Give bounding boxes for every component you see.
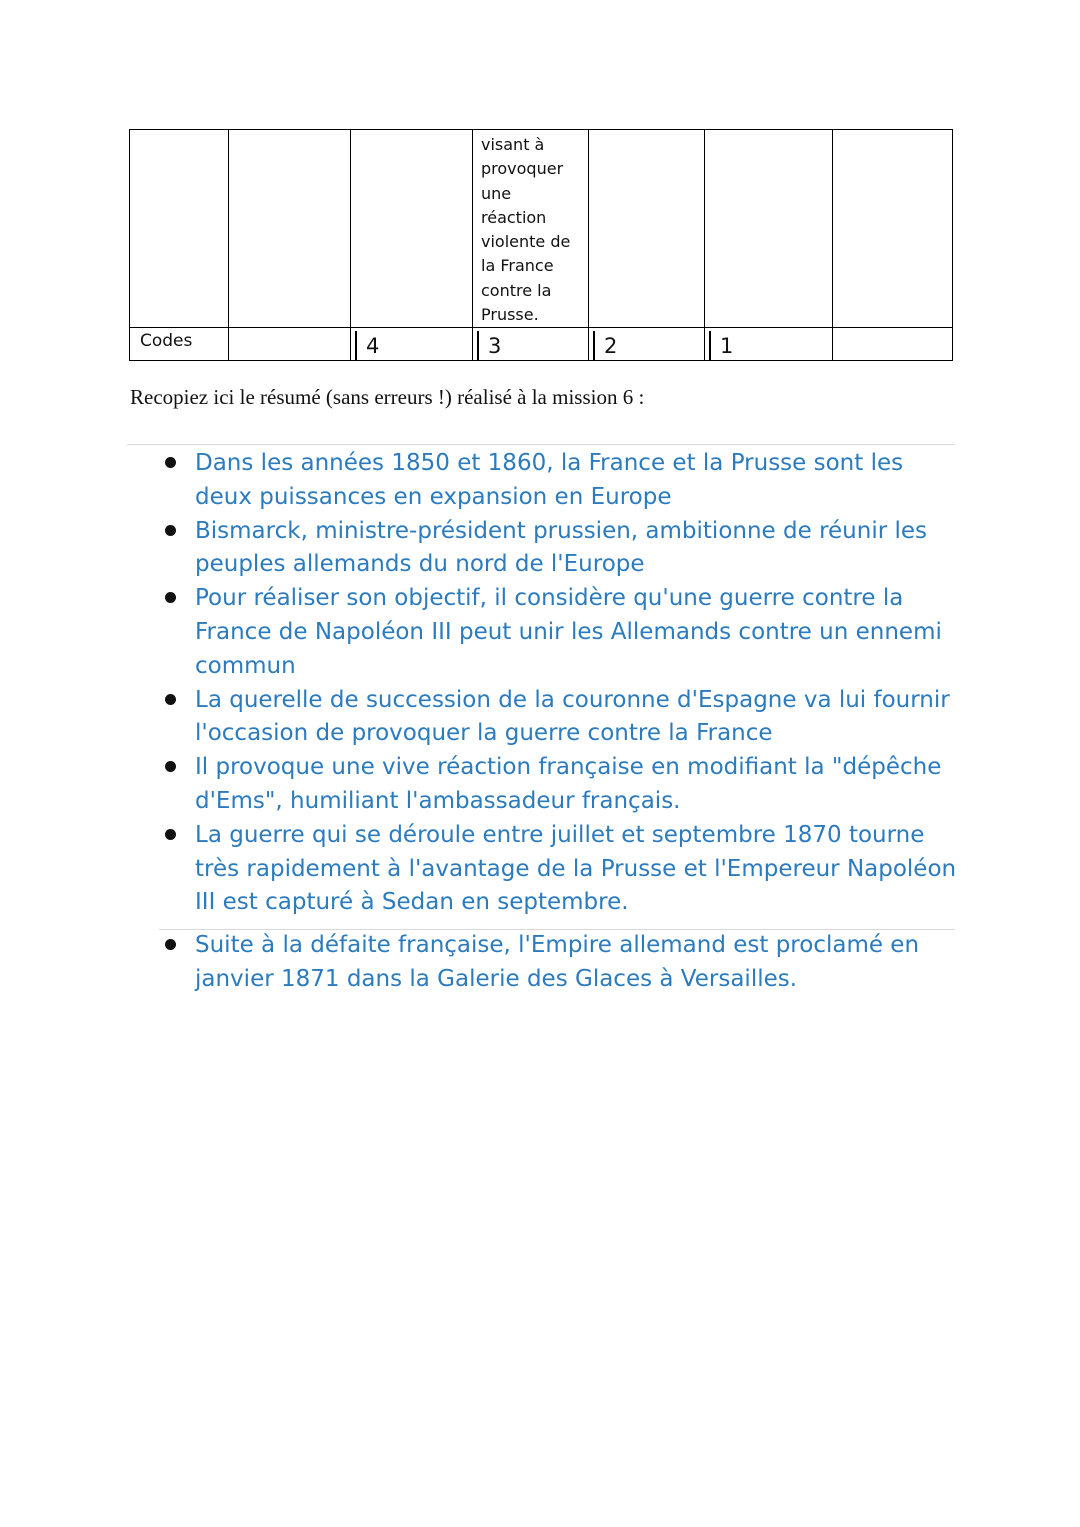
code-value: 3	[477, 331, 588, 360]
list-item	[160, 684, 960, 752]
codes-label: Codes	[140, 331, 193, 352]
table-cell	[833, 130, 953, 328]
table-cell	[229, 328, 351, 361]
list-item	[160, 929, 960, 997]
list-item-text: Pour réaliser son objectif, il considère qu'une guerre contre la France de Napoléon III peut unir les Allemands contre un ennemi commun	[195, 585, 942, 679]
list-item	[160, 515, 960, 583]
list-item	[160, 582, 960, 683]
list-item-text: Dans les années 1850 et 1860, la France et la Prusse sont les deux puissances en expansion en Europe	[195, 450, 904, 510]
table-cell	[589, 130, 705, 328]
table-cell	[229, 130, 351, 328]
code-value: 1	[709, 331, 832, 360]
bullet-icon	[165, 457, 176, 468]
summary-list	[160, 447, 960, 997]
table-row	[130, 130, 953, 328]
list-item-text: La guerre qui se déroule entre juillet et septembre 1870 tourne très rapidement à l'avantage de la Prusse et l'Empereur Napoléon III est capturé à Sedan en septembre.	[195, 821, 957, 916]
list-item-text: Il provoque une vive réaction française en modifiant la "dépêche d'Ems", humiliant l'ambassadeur français.	[195, 754, 942, 814]
table-cell	[351, 130, 473, 328]
bullet-icon	[165, 525, 176, 536]
table-cell	[589, 328, 705, 361]
table-cell	[130, 328, 229, 361]
cell-text: visant à provoquer une réaction violente de la France contre la Prusse.	[481, 135, 571, 325]
list-item	[160, 751, 960, 819]
code-value: 4	[355, 331, 472, 360]
table-cell	[351, 328, 473, 361]
code-value	[833, 328, 952, 329]
table-cell	[705, 328, 833, 361]
table-cell	[473, 328, 589, 361]
table-cell	[705, 130, 833, 328]
codes-table	[129, 129, 953, 361]
instruction-text: Recopiez ici le résumé (sans erreurs !) réalisé à la mission 6 :	[130, 385, 645, 409]
divider	[159, 929, 955, 930]
table-row-codes	[130, 328, 953, 361]
bullet-icon	[165, 592, 176, 603]
bullet-icon	[165, 694, 176, 705]
table-cell	[130, 130, 229, 328]
bullet-icon	[165, 939, 176, 950]
list-item-text: Bismarck, ministre-président prussien, ambitionne de réunir les peuples allemands du nord de l'Europe	[195, 517, 928, 578]
divider	[127, 444, 955, 445]
list-item	[160, 819, 960, 920]
bullet-icon	[165, 761, 176, 772]
table-cell	[473, 130, 589, 328]
list-item	[160, 447, 960, 515]
table-cell	[833, 328, 953, 361]
code-value: 2	[593, 331, 704, 360]
list-item-text: Suite à la défaite française, l'Empire allemand est proclamé en janvier 1871 dans la Galerie des Glaces à Versailles.	[195, 932, 920, 992]
bullet-icon	[165, 829, 176, 840]
code-value	[229, 328, 350, 329]
list-item-text: La querelle de succession de la couronne d'Espagne va lui fournir l'occasion de provoquer la guerre contre la France	[195, 686, 950, 747]
